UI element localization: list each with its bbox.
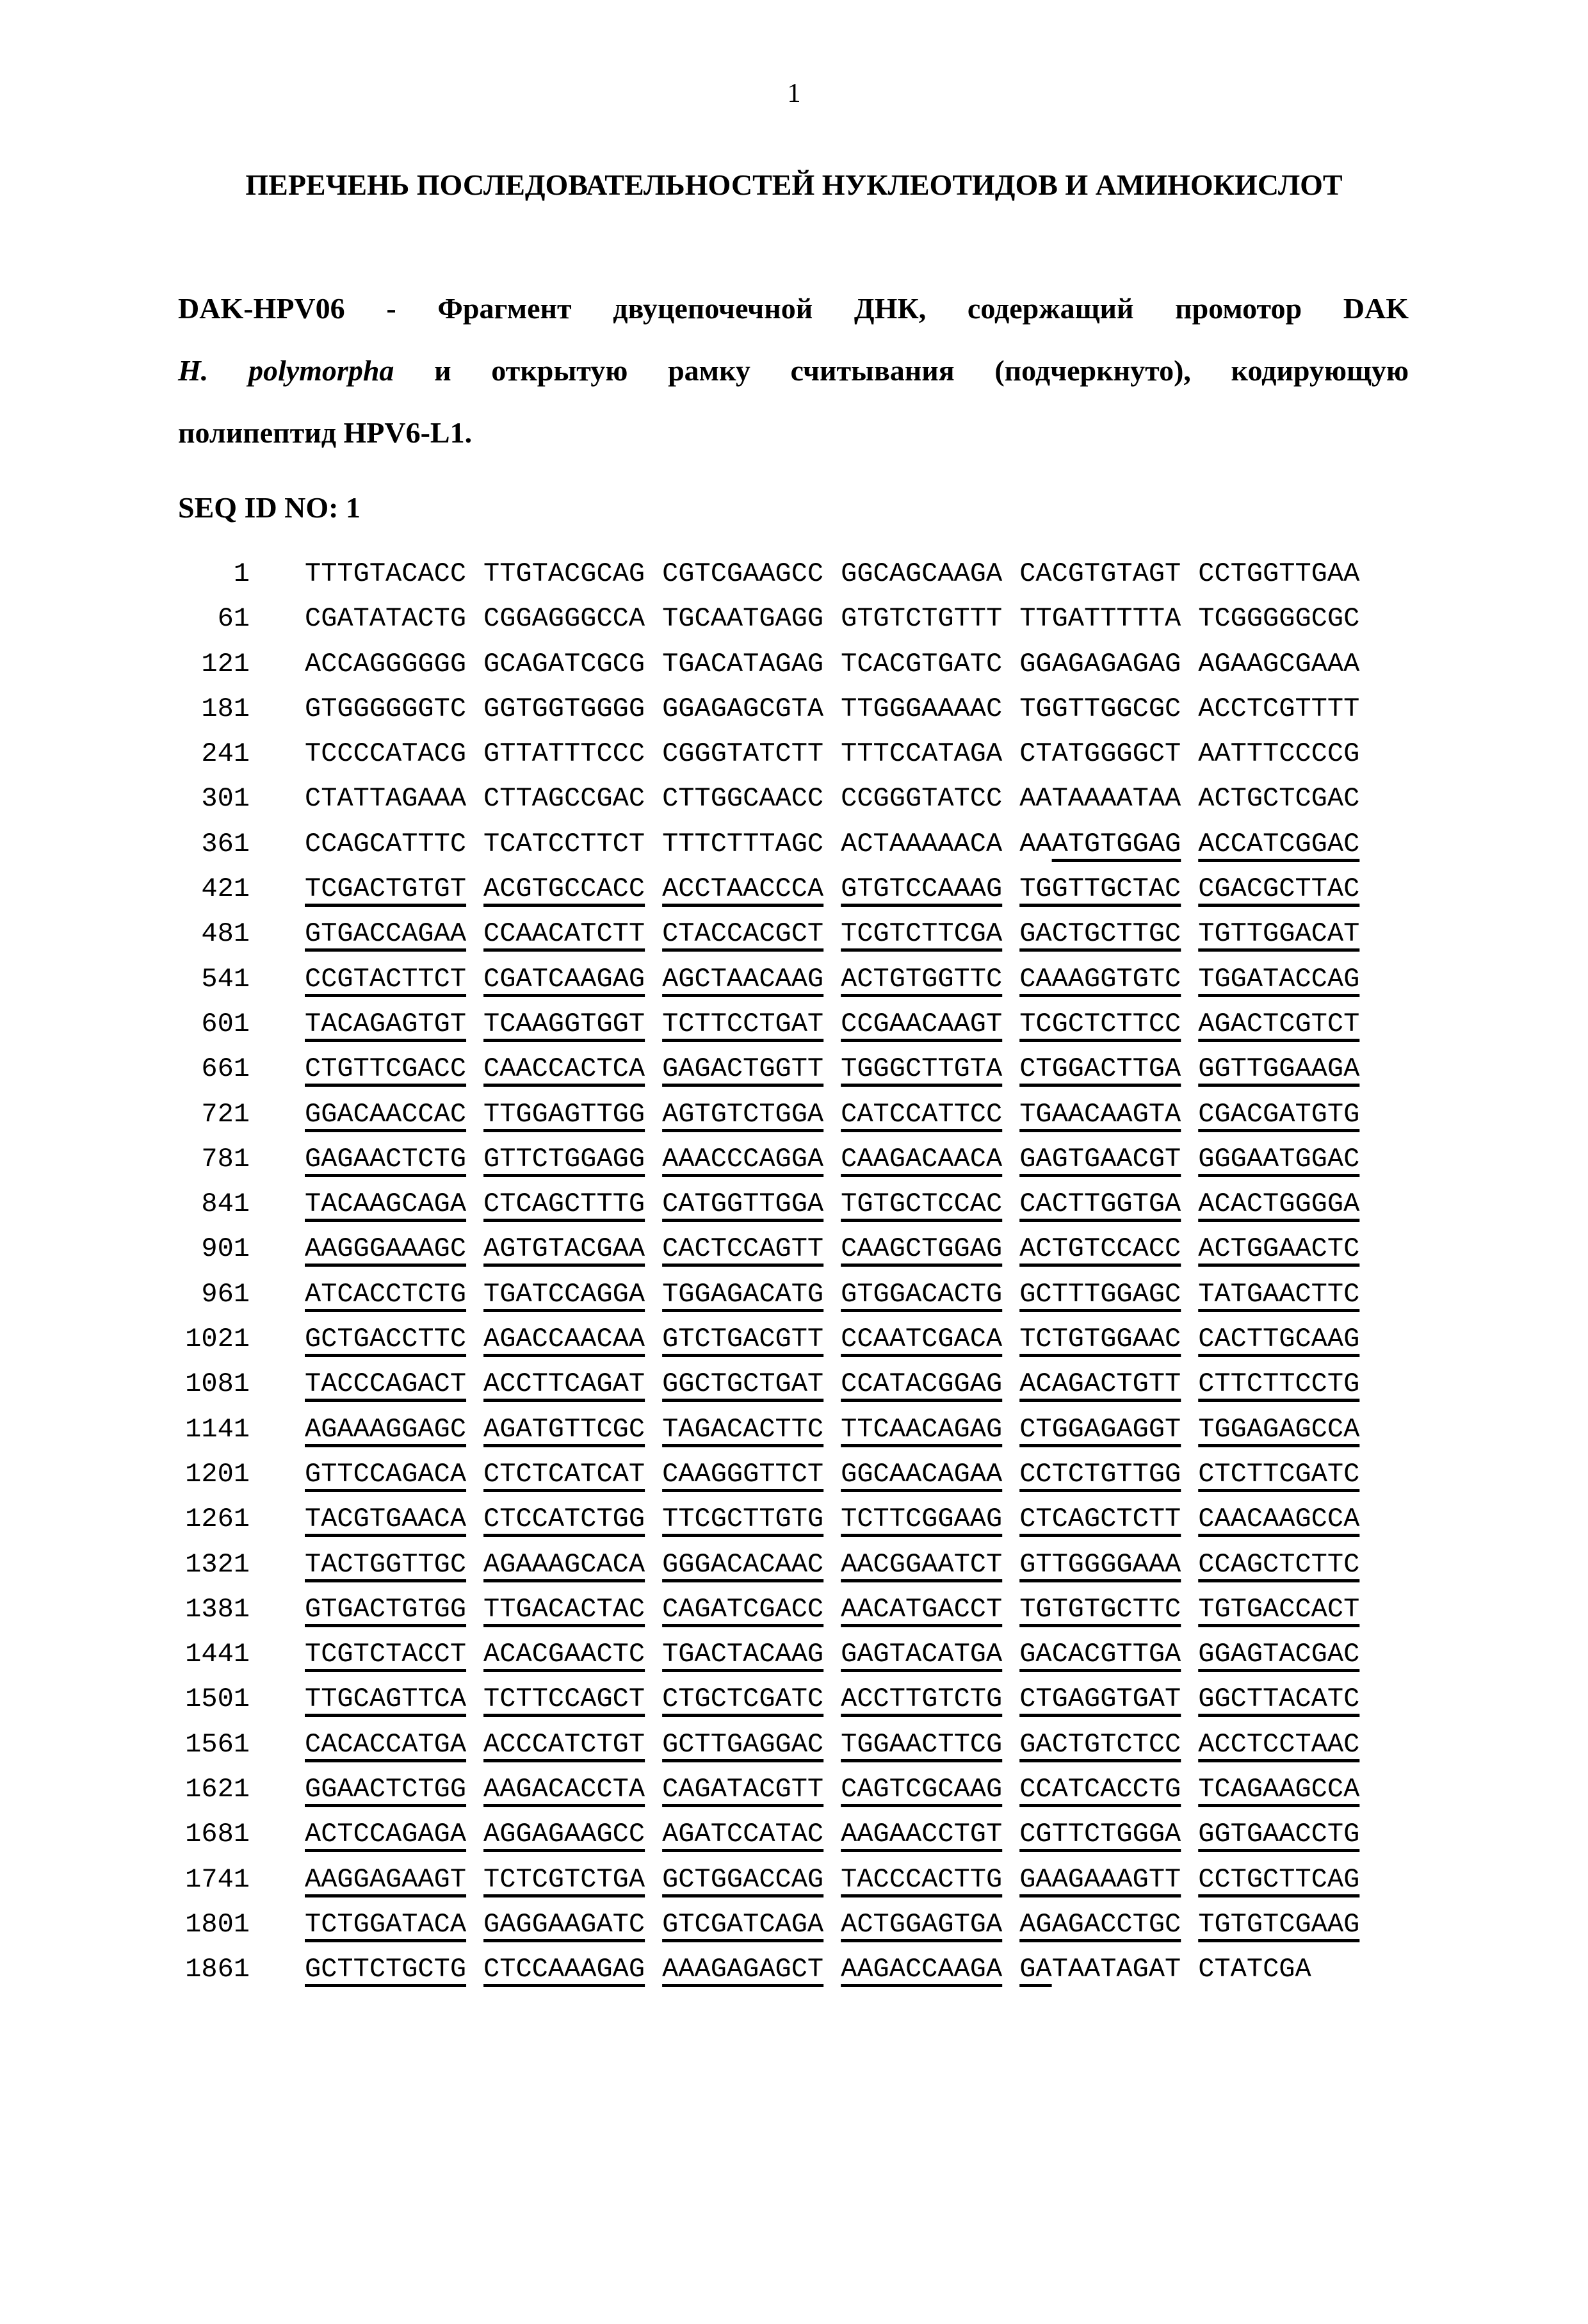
sequence-row — [0, 1902, 1588, 1947]
sequence-line-number: 1 — [233, 558, 250, 589]
sequence-row — [0, 1182, 1588, 1226]
description-line-2 — [178, 339, 1409, 402]
sequence-group: TCATCCTTCT — [483, 828, 645, 859]
sequence-group: TGGAGACATG — [662, 1278, 824, 1310]
sequence-line-number: 1561 — [185, 1728, 250, 1760]
sequence-line-number: 1141 — [185, 1413, 250, 1445]
sequence-group — [1019, 1954, 1181, 1985]
seq-id-label: SEQ ID NO: 1 — [178, 491, 361, 524]
sequence-group: GTGACCAGAA — [305, 918, 467, 950]
sequence-row — [0, 1092, 1588, 1137]
sequence-row — [0, 1857, 1588, 1902]
sequence-group: GGACAACCAC — [305, 1098, 467, 1130]
sequence-group: GTGACTGTGG — [305, 1593, 467, 1625]
sequence-group: ACCTAACCCA — [662, 874, 824, 905]
sequence-group: AAGGGAAAGC — [305, 1233, 467, 1265]
sequence-group: CCGAACAAGT — [841, 1008, 1003, 1039]
sequence-group: AATAAAATAA — [1019, 783, 1181, 815]
description-line-2-rest: и открытую рамку считывания (подчеркнуто), кодирующую — [434, 354, 1409, 387]
sequence-group: GTGTCCAAAG — [841, 874, 1003, 905]
sequence-group: TGGTTGGCGC — [1019, 693, 1181, 724]
sequence-group: CCAACATCTT — [483, 918, 645, 950]
sequence-group: GAGACTGGTT — [662, 1053, 824, 1085]
sequence-group: ACTGTGGTTC — [841, 963, 1003, 995]
sequence-group: TTGATTTTTA — [1019, 603, 1181, 635]
sequence-group: TGGTTGCTAC — [1019, 874, 1181, 905]
sequence-group: AGTGTACGAA — [483, 1233, 645, 1265]
sequence-line-number: 1381 — [185, 1593, 250, 1625]
sequence-group: AGATCCATAC — [662, 1819, 824, 1850]
sequence-group: TGGGCTTGTA — [841, 1053, 1003, 1085]
sequence-row — [0, 642, 1588, 687]
sequence-group: TTCGCTTGTG — [662, 1504, 824, 1535]
sequence-group: CGACGATGTG — [1198, 1098, 1360, 1130]
sequence-row — [0, 1361, 1588, 1406]
sequence-group: TCGTCTTCGA — [841, 918, 1003, 950]
sequence-line-number: 1621 — [185, 1774, 250, 1805]
sequence-group: GGTTGGAAGA — [1198, 1053, 1360, 1085]
sequence-row — [0, 687, 1588, 731]
sequence-group: TTGGGAAAAC — [841, 693, 1003, 724]
sequence-group: AAGACCAAGA — [841, 1954, 1003, 1985]
sequence-group: TCTTCCTGAT — [662, 1008, 824, 1039]
sequence-group: GCTGGACCAG — [662, 1864, 824, 1895]
sequence-group: CGTCGAAGCC — [662, 558, 824, 589]
sequence-line-number: 1201 — [185, 1458, 250, 1490]
sequence-row — [0, 731, 1588, 776]
sequence-group: TACAGAGTGT — [305, 1008, 467, 1039]
sequence-line-number: 841 — [201, 1189, 250, 1220]
sequence-line-number: 481 — [201, 918, 250, 950]
sequence-group: CCTCTGTTGG — [1019, 1458, 1181, 1490]
sequence-line-number: 361 — [201, 828, 250, 859]
sequence-row — [0, 1767, 1588, 1812]
sequence-group: ACTGGAGTGA — [841, 1908, 1003, 1940]
sequence-group: TCGTCTACCT — [305, 1639, 467, 1670]
sequence-line-number: 301 — [201, 783, 250, 815]
sequence-line-number: 1681 — [185, 1819, 250, 1850]
sequence-group: CATGGTTGGA — [662, 1189, 824, 1220]
sequence-group: GGGACACAAC — [662, 1548, 824, 1580]
sequence-row — [0, 1947, 1588, 1992]
sequence-group: TGATCCAGGA — [483, 1278, 645, 1310]
sequence-line-number: 1321 — [185, 1548, 250, 1580]
sequence-group: TCGACTGTGT — [305, 874, 467, 905]
sequence-group: CTTGGCAACC — [662, 783, 824, 815]
sequence-line-number: 61 — [217, 603, 250, 635]
sequence-group: AGACCAACAA — [483, 1324, 645, 1355]
sequence-group: AAACCCAGGA — [662, 1143, 824, 1174]
sequence-group: GGAGAGAGAG — [1019, 648, 1181, 679]
sequence-group: TCGGGGGCGC — [1198, 603, 1360, 635]
sequence-row — [0, 1317, 1588, 1361]
sequence-group: GCTTTGGAGC — [1019, 1278, 1181, 1310]
sequence-group: CTTCTTCCTG — [1198, 1369, 1360, 1400]
sequence-row — [0, 1812, 1588, 1857]
sequence-group: AACGGAATCT — [841, 1548, 1003, 1580]
sequence-group: AGATGTTCGC — [483, 1413, 645, 1445]
sequence-row — [0, 776, 1588, 821]
sequence-group: CCTGGTTGAA — [1198, 558, 1360, 589]
sequence-group: CAGTCGCAAG — [841, 1774, 1003, 1805]
sequence-group: AGAAAGCACA — [483, 1548, 645, 1580]
sequence-row — [0, 596, 1588, 641]
sequence-group: TCTGGATACA — [305, 1908, 467, 1940]
sequence-group: ACTGGAACTC — [1198, 1233, 1360, 1265]
sequence-group: GGAACTCTGG — [305, 1774, 467, 1805]
sequence-group: AGCTAACAAG — [662, 963, 824, 995]
sequence-group: ACCCATCTGT — [483, 1728, 645, 1760]
sequence-group: CTCCAAAGAG — [483, 1954, 645, 1985]
sequence-line-number: 1801 — [185, 1908, 250, 1940]
sequence-group: ACCAGGGGGG — [305, 648, 467, 679]
sequence-group: GCAGATCGCG — [483, 648, 645, 679]
sequence-group: CACGTGTAGT — [1019, 558, 1181, 589]
sequence-group: TCAGAAGCCA — [1198, 1774, 1360, 1805]
sequence-group: CTCTCATCAT — [483, 1458, 645, 1490]
sequence-group: ACACTGGGGA — [1198, 1189, 1360, 1220]
sequence-line-number: 541 — [201, 963, 250, 995]
sequence-group: ACCTCCTAAC — [1198, 1728, 1360, 1760]
sequence-row — [0, 1677, 1588, 1721]
sequence-line-number: 421 — [201, 874, 250, 905]
sequence-group: CACTTGCAAG — [1198, 1324, 1360, 1355]
sequence-group: AAAGAGAGCT — [662, 1954, 824, 1985]
sequence-group: GGAGAGCGTA — [662, 693, 824, 724]
sequence-group: GCTTGAGGAC — [662, 1728, 824, 1760]
sequence-group: GAGAACTCTG — [305, 1143, 467, 1174]
sequence-group: TCTCGTCTGA — [483, 1864, 645, 1895]
sequence-group: CAACCACTCA — [483, 1053, 645, 1085]
sequence-group: TTTCTTTAGC — [662, 828, 824, 859]
sequence-group: TCAAGGTGGT — [483, 1008, 645, 1039]
species-name: H. polymorpha — [178, 354, 394, 387]
sequence-row — [0, 1002, 1588, 1046]
sequence-group: CAGATCGACC — [662, 1593, 824, 1625]
sequence-group: TACGTGAACA — [305, 1504, 467, 1535]
sequence-group: TGACTACAAG — [662, 1639, 824, 1670]
sequence-listing — [0, 551, 1588, 1992]
document-page — [0, 78, 1588, 1992]
sequence-group: CGGGTATCTT — [662, 738, 824, 770]
sequence-group: TGGAGAGCCA — [1198, 1413, 1360, 1445]
sequence-group: CTCTTCGATC — [1198, 1458, 1360, 1490]
sequence-row — [0, 822, 1588, 866]
sequence-group: ACTCCAGAGA — [305, 1819, 467, 1850]
sequence-group: TGTGCTCCAC — [841, 1189, 1003, 1220]
sequence-group: TTTCCATAGA — [841, 738, 1003, 770]
sequence-group: AGAAGCGAAA — [1198, 648, 1360, 679]
sequence-group: CTATCGA — [1198, 1954, 1311, 1985]
sequence-group: CATCCATTCC — [841, 1098, 1003, 1130]
sequence-group: TGACATAGAG — [662, 648, 824, 679]
sequence-group: ACACGAACTC — [483, 1639, 645, 1670]
sequence-group: ACTGCTCGAC — [1198, 783, 1360, 815]
sequence-row — [0, 911, 1588, 956]
sequence-line-number: 1441 — [185, 1639, 250, 1670]
sequence-group: CTCCATCTGG — [483, 1504, 645, 1535]
sequence-group: TACCCAGACT — [305, 1369, 467, 1400]
sequence-group: GAGGAAGATC — [483, 1908, 645, 1940]
sequence-line-number: 1021 — [185, 1324, 250, 1355]
sequence-line-number: 601 — [201, 1008, 250, 1039]
sequence-group: ACTGTCCACC — [1019, 1233, 1181, 1265]
description-line-3: полипептид HPV6-L1. — [178, 416, 473, 449]
sequence-group: TAGACACTTC — [662, 1413, 824, 1445]
sequence-group: GACTGTCTCC — [1019, 1728, 1181, 1760]
sequence-group: GAGTACATGA — [841, 1639, 1003, 1670]
sequence-description — [178, 277, 1409, 464]
sequence-group: TCCCCATACG — [305, 738, 467, 770]
sequence-group: TGTTGGACAT — [1198, 918, 1360, 950]
sequence-group: CAAGGGTTCT — [662, 1458, 824, 1490]
sequence-line-number: 961 — [201, 1278, 250, 1310]
sequence-group: TACTGGTTGC — [305, 1548, 467, 1580]
sequence-group: GACTGCTTGC — [1019, 918, 1181, 950]
description-line-1: DAK-HPV06 - Фрагмент двуцепочечной ДНК, содержащий промотор DAK — [178, 292, 1409, 325]
sequence-group: AAGACACCTA — [483, 1774, 645, 1805]
sequence-group: CCATCACCTG — [1019, 1774, 1181, 1805]
sequence-row — [0, 1587, 1588, 1632]
sequence-group: TGTGTCGAAG — [1198, 1908, 1360, 1940]
sequence-row — [0, 1137, 1588, 1182]
sequence-group: CTACCACGCT — [662, 918, 824, 950]
sequence-row — [0, 1046, 1588, 1091]
sequence-group: CTGCTCGATC — [662, 1684, 824, 1715]
sequence-segment: TAATAGAT — [1051, 1954, 1181, 1985]
sequence-group: TTGTACGCAG — [483, 558, 645, 589]
sequence-group: TCGCTCTTCC — [1019, 1008, 1181, 1039]
sequence-group — [1019, 829, 1181, 859]
sequence-group: AACATGACCT — [841, 1593, 1003, 1625]
sequence-group: CGGAGGGCCA — [483, 603, 645, 635]
sequence-group: CCGGGTATCC — [841, 783, 1003, 815]
page-number: 1 — [787, 79, 801, 108]
sequence-line-number: 661 — [201, 1053, 250, 1085]
sequence-row — [0, 957, 1588, 1002]
sequence-group: GTGTCTGTTT — [841, 603, 1003, 635]
sequence-row — [0, 866, 1588, 911]
sequence-group: GCTTCTGCTG — [305, 1954, 467, 1985]
sequence-group: TTGCAGTTCA — [305, 1684, 467, 1715]
sequence-group: GTTATTTCCC — [483, 738, 645, 770]
sequence-group: CTGGACTTGA — [1019, 1053, 1181, 1085]
sequence-group: ACCTTGTCTG — [841, 1684, 1003, 1715]
sequence-group: GAGTGAACGT — [1019, 1143, 1181, 1174]
sequence-group: CACTTGGTGA — [1019, 1189, 1181, 1220]
sequence-group: CTGGAGAGGT — [1019, 1413, 1181, 1445]
sequence-group: ATCACCTCTG — [305, 1278, 467, 1310]
sequence-line-number: 181 — [201, 693, 250, 724]
sequence-group: GGCTTACATC — [1198, 1684, 1360, 1715]
sequence-group: CAACAAGCCA — [1198, 1504, 1360, 1535]
sequence-segment-underlined: ATGTGGAG — [1051, 828, 1181, 859]
sequence-group: GTCGATCAGA — [662, 1908, 824, 1940]
sequence-group: GTTGGGGAAA — [1019, 1548, 1181, 1580]
document-title: ПЕРЕЧЕНЬ ПОСЛЕДОВАТЕЛЬНОСТЕЙ НУКЛЕОТИДОВ И АМИНОКИСЛОТ — [245, 168, 1343, 201]
sequence-group: AGACTCGTCT — [1198, 1008, 1360, 1039]
sequence-row — [0, 1722, 1588, 1767]
sequence-group: AAGAACCTGT — [841, 1819, 1003, 1850]
sequence-group: TTCAACAGAG — [841, 1413, 1003, 1445]
sequence-group: TCACGTGATC — [841, 648, 1003, 679]
sequence-group: GGCAGCAAGA — [841, 558, 1003, 589]
sequence-line-number: 901 — [201, 1233, 250, 1265]
sequence-group: TGAACAAGTA — [1019, 1098, 1181, 1130]
sequence-group: GTTCCAGACA — [305, 1458, 467, 1490]
sequence-group: CAAGACAACA — [841, 1143, 1003, 1174]
sequence-group: CTGTTCGACC — [305, 1053, 467, 1085]
sequence-group: AGGAGAAGCC — [483, 1819, 645, 1850]
sequence-group: CCAGCTCTTC — [1198, 1548, 1360, 1580]
sequence-line-number: 1741 — [185, 1864, 250, 1895]
sequence-group: TTGACACTAC — [483, 1593, 645, 1625]
sequence-line-number: 1081 — [185, 1369, 250, 1400]
sequence-group: GAAGAAAGTT — [1019, 1864, 1181, 1895]
sequence-line-number: 1261 — [185, 1504, 250, 1535]
sequence-group: GTGGACACTG — [841, 1278, 1003, 1310]
sequence-group: CGATCAAGAG — [483, 963, 645, 995]
sequence-line-number: 121 — [201, 648, 250, 679]
sequence-group: GGTGAACCTG — [1198, 1819, 1360, 1850]
sequence-row — [0, 1226, 1588, 1271]
sequence-group: ACGTGCCACC — [483, 874, 645, 905]
sequence-row — [0, 1497, 1588, 1541]
sequence-group: CCATACGGAG — [841, 1369, 1003, 1400]
sequence-group: TTTGTACACC — [305, 558, 467, 589]
sequence-group: AGTGTCTGGA — [662, 1098, 824, 1130]
sequence-group: GCTGACCTTC — [305, 1324, 467, 1355]
sequence-group: CGTTCTGGGA — [1019, 1819, 1181, 1850]
sequence-group: TACAAGCAGA — [305, 1189, 467, 1220]
sequence-group: AGAGACCTGC — [1019, 1908, 1181, 1940]
sequence-group: GGCAACAGAA — [841, 1458, 1003, 1490]
sequence-group: TATGAACTTC — [1198, 1278, 1360, 1310]
sequence-group: CACTCCAGTT — [662, 1233, 824, 1265]
sequence-row — [0, 1542, 1588, 1587]
sequence-group: GTCTGACGTT — [662, 1324, 824, 1355]
sequence-line-number: 781 — [201, 1143, 250, 1174]
sequence-group: AATTTCCCCG — [1198, 738, 1360, 770]
sequence-group: TGGAACTTCG — [841, 1728, 1003, 1760]
sequence-group: CCAGCATTTC — [305, 828, 467, 859]
sequence-group: CGACGCTTAC — [1198, 874, 1360, 905]
sequence-line-number: 721 — [201, 1098, 250, 1130]
sequence-group: ACTAAAAACA — [841, 828, 1003, 859]
sequence-group: CAAAGGTGTC — [1019, 963, 1181, 995]
sequence-group: CTATTAGAAA — [305, 783, 467, 815]
sequence-group: TGTGTGCTTC — [1019, 1593, 1181, 1625]
sequence-group: TCTTCCAGCT — [483, 1684, 645, 1715]
sequence-group: GGGAATGGAC — [1198, 1143, 1360, 1174]
sequence-line-number: 241 — [201, 738, 250, 770]
sequence-group: CCTGCTTCAG — [1198, 1864, 1360, 1895]
sequence-group: CCGTACTTCT — [305, 963, 467, 995]
sequence-group: TCTGTGGAAC — [1019, 1324, 1181, 1355]
sequence-group: GTGGGGGGTC — [305, 693, 467, 724]
sequence-group: CTCAGCTCTT — [1019, 1504, 1181, 1535]
sequence-line-number: 1861 — [185, 1954, 250, 1985]
sequence-group: CTATGGGGCT — [1019, 738, 1181, 770]
sequence-group: AGAAAGGAGC — [305, 1413, 467, 1445]
sequence-row — [0, 1632, 1588, 1677]
sequence-group: CACACCATGA — [305, 1728, 467, 1760]
sequence-group: CTGAGGTGAT — [1019, 1684, 1181, 1715]
sequence-group: GGAGTACGAC — [1198, 1639, 1360, 1670]
sequence-group: ACAGACTGTT — [1019, 1369, 1181, 1400]
sequence-row — [0, 1407, 1588, 1452]
sequence-row — [0, 1452, 1588, 1497]
sequence-group: ACCTTCAGAT — [483, 1369, 645, 1400]
sequence-group: CAAGCTGGAG — [841, 1233, 1003, 1265]
sequence-group: TTGGAGTTGG — [483, 1098, 645, 1130]
sequence-group: ACCATCGGAC — [1198, 828, 1360, 859]
sequence-line-number: 1501 — [185, 1684, 250, 1715]
sequence-group: TGGATACCAG — [1198, 963, 1360, 995]
sequence-group: GTTCTGGAGG — [483, 1143, 645, 1174]
sequence-group: TGCAATGAGG — [662, 603, 824, 635]
sequence-group: GGTGGTGGGG — [483, 693, 645, 724]
sequence-group: ACCTCGTTTT — [1198, 693, 1360, 724]
sequence-group: CTTAGCCGAC — [483, 783, 645, 815]
sequence-group: TCTTCGGAAG — [841, 1504, 1003, 1535]
sequence-group: GACACGTTGA — [1019, 1639, 1181, 1670]
sequence-group: GGCTGCTGAT — [662, 1369, 824, 1400]
sequence-segment-underlined: GA — [1019, 1954, 1052, 1985]
sequence-group: CGATATACTG — [305, 603, 467, 635]
sequence-row — [0, 1272, 1588, 1317]
sequence-group: CTCAGCTTTG — [483, 1189, 645, 1220]
sequence-group: TACCCACTTG — [841, 1864, 1003, 1895]
sequence-group: CCAATCGACA — [841, 1324, 1003, 1355]
sequence-group: CAGATACGTT — [662, 1774, 824, 1805]
sequence-group: TGTGACCACT — [1198, 1593, 1360, 1625]
sequence-group: AAGGAGAAGT — [305, 1864, 467, 1895]
sequence-row — [0, 551, 1588, 596]
sequence-segment: AA — [1019, 828, 1052, 859]
